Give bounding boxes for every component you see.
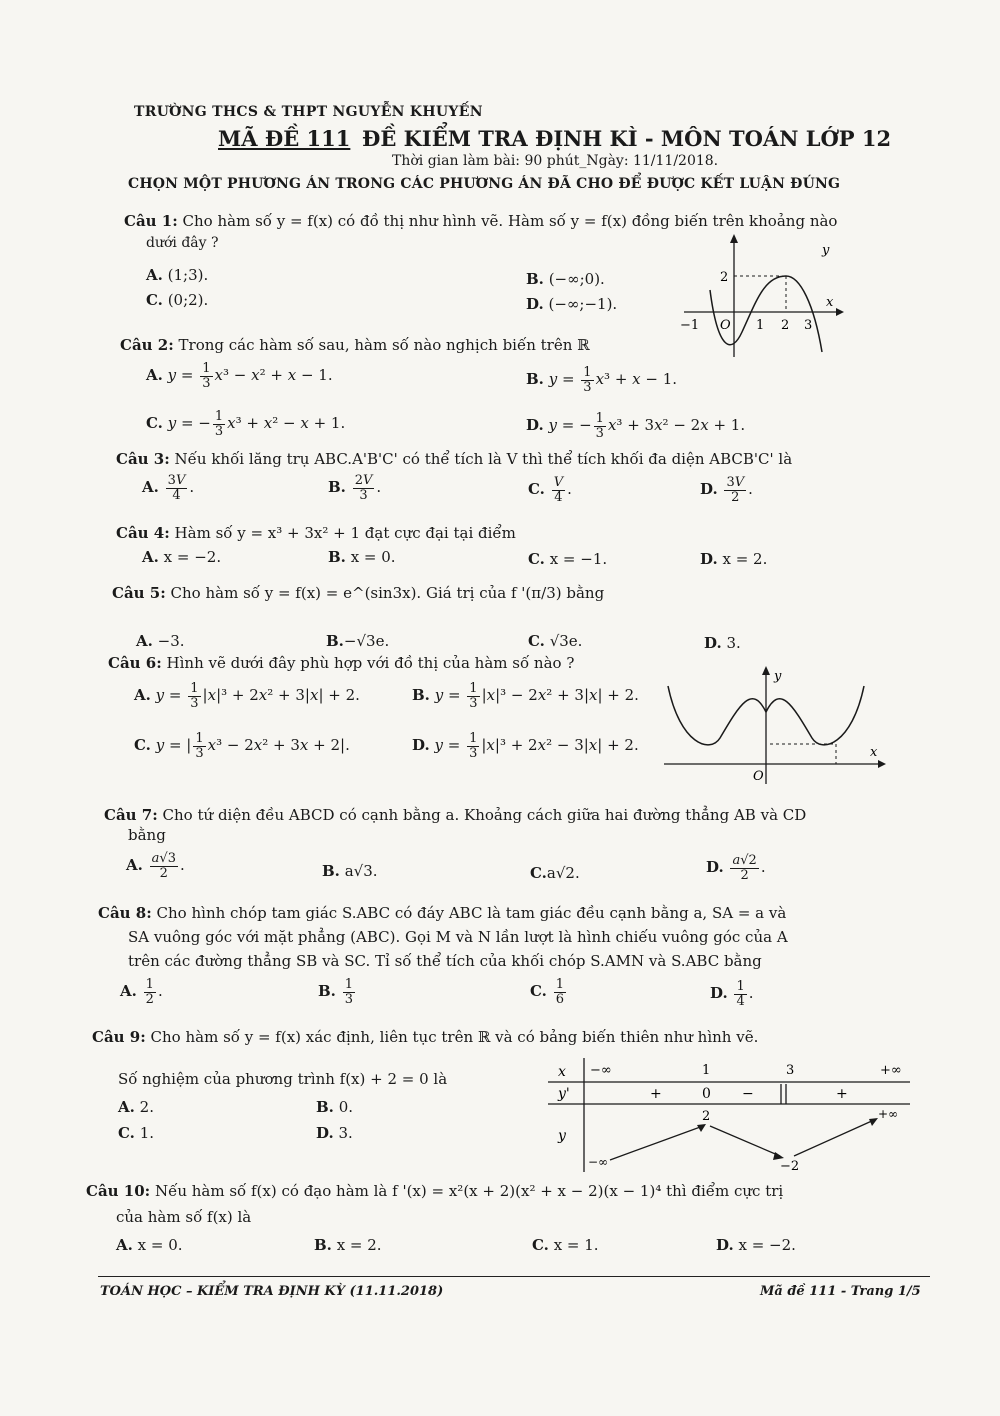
exam-code: MÃ ĐỀ 111 <box>218 126 351 151</box>
q6-option-a[interactable]: A. y = $\frac{1}{3}$ |x|³ + 2x² + 3|x| + 2. <box>134 681 360 711</box>
question-8-line2: SA vuông góc với mặt phẳng (ABC). Gọi M và N lần lượt là hình chiếu vuông góc của A <box>128 928 788 946</box>
question-8 <box>98 904 786 922</box>
q7-option-d[interactable]: D. $\frac{a√2}{2}$ . <box>706 853 766 883</box>
sign-0: + <box>650 1086 662 1102</box>
y-arrow-icon <box>730 234 738 243</box>
row-x-label: x <box>558 1064 566 1080</box>
origin-label: O <box>753 769 764 784</box>
q3-option-d[interactable]: D. $\frac{3V}{2}$ . <box>700 475 753 505</box>
question-label: Câu 5: <box>112 584 166 602</box>
q5-option-d[interactable]: D. 3. <box>704 634 741 652</box>
question-1 <box>124 212 837 230</box>
question-4 <box>116 524 516 542</box>
instruction: CHỌN MỘT PHƯƠNG ÁN TRONG CÁC PHƯƠNG ÁN ĐÃ CHO ĐỂ ĐƯỢC KẾT LUẬN ĐÚNG <box>128 176 841 192</box>
question-label: Câu 3: <box>116 450 170 468</box>
footer-right: Mã đề 111 - Trang 1/5 <box>760 1284 921 1299</box>
y-val-1: 2 <box>702 1109 711 1124</box>
function-curve <box>710 276 822 352</box>
question-6 <box>108 654 574 672</box>
q3-option-a[interactable]: A. $\frac{3V}{4}$ . <box>142 473 195 503</box>
question-label: Câu 6: <box>108 654 162 672</box>
q2-option-c[interactable]: C. y = − $\frac{1}{3}$ x³ + x² − x + 1. <box>146 409 346 439</box>
question-label: Câu 9: <box>92 1028 146 1046</box>
q2-option-d[interactable]: D. y = − $\frac{1}{3}$ x³ + 3x² − 2x + 1. <box>526 411 746 441</box>
q6-option-c[interactable]: C. y = | $\frac{1}{3}$ x³ − 2x² + 3x + 2|. <box>134 731 350 761</box>
q5-option-c[interactable]: C. √3e. <box>528 632 583 650</box>
question-10-line2: của hàm số f(x) là <box>116 1208 252 1226</box>
arrow-down <box>710 1126 780 1156</box>
question-text: Cho tứ diện đều ABCD có cạnh bằng a. Khoảng cách giữa hai đường thẳng AB và CD <box>162 806 807 824</box>
q1-option-d[interactable]: D. (−∞;−1). <box>526 295 618 313</box>
arrow-up-2 <box>794 1120 874 1156</box>
q4-option-b[interactable]: B. x = 0. <box>328 548 396 566</box>
footer-left: TOÁN HỌC – KIỂM TRA ĐỊNH KỲ (11.11.2018) <box>100 1284 444 1299</box>
q9-option-d[interactable]: D. 3. <box>316 1124 353 1142</box>
tick-origin: O <box>720 318 731 333</box>
q2-option-b[interactable]: B. y = $\frac{1}{3}$ x³ + x − 1. <box>526 365 678 395</box>
tick-3: 3 <box>804 318 813 333</box>
question-10 <box>86 1182 783 1200</box>
q9-option-a[interactable]: A. 2. <box>118 1098 154 1116</box>
sign-3: + <box>836 1086 848 1102</box>
q1-option-a[interactable]: A. (1;3). <box>146 266 209 284</box>
q6-option-d[interactable]: D. y = $\frac{1}{3}$ |x|³ + 2x² − 3|x| + 2. <box>412 731 639 761</box>
q10-option-c[interactable]: C. x = 1. <box>532 1236 599 1254</box>
question-label: Câu 2: <box>120 336 174 354</box>
question-7-line2: bằng <box>128 826 166 844</box>
question-text: Cho hàm số y = f(x) có đồ thị như hình vẽ. Hàm số y = f(x) đồng biến trên khoảng nào <box>182 212 838 230</box>
q10-option-b[interactable]: B. x = 2. <box>314 1236 382 1254</box>
question-8-line3: trên các đường thẳng SB và SC. Tỉ số thể tích của khối chóp S.AMN và S.ABC bằng <box>128 952 762 970</box>
x-arrow-icon <box>878 760 886 768</box>
q8-option-c[interactable]: C. $\frac{1}{6}$ <box>530 977 564 1007</box>
q10-option-d[interactable]: D. x = −2. <box>716 1236 796 1254</box>
arrowhead-icon <box>869 1118 878 1126</box>
tick-2x: 2 <box>781 318 790 333</box>
x-label: x <box>826 295 834 310</box>
question-5 <box>112 584 604 602</box>
sign-1: 0 <box>702 1086 711 1102</box>
q3-option-b[interactable]: B. $\frac{2V}{3}$ . <box>328 473 382 503</box>
tick-1: 1 <box>756 318 765 333</box>
footer-rule <box>98 1276 930 1277</box>
y-label: y <box>822 243 830 258</box>
x-label: x <box>870 745 878 760</box>
question-text: Nếu hàm số f(x) có đạo hàm là f '(x) = x²(x + 2)(x² + x − 2)(x − 1)⁴ thì điểm cực trị <box>154 1182 784 1200</box>
x-val-3: +∞ <box>880 1063 902 1078</box>
exam-title: ĐỀ KIỂM TRA ĐỊNH KÌ - MÔN TOÁN LỚP 12 <box>362 126 892 151</box>
question-text: Nếu khối lăng trụ ABC.A'B'C' có thể tích là V thì thể tích khối đa diện ABCB'C' là <box>174 450 793 468</box>
variation-table <box>548 1056 910 1174</box>
y-val-2: −2 <box>780 1159 800 1174</box>
y-val-3: +∞ <box>878 1107 899 1121</box>
q4-option-a[interactable]: A. x = −2. <box>142 548 222 566</box>
q7-option-b[interactable]: B. a√3. <box>322 862 378 880</box>
y-arrow-icon <box>762 666 770 675</box>
row-y-label: y <box>558 1128 566 1144</box>
y-label: y <box>774 669 782 684</box>
q1-option-b[interactable]: B. (−∞;0). <box>526 270 605 288</box>
question-label: Câu 4: <box>116 524 170 542</box>
question-3 <box>116 450 792 468</box>
question-text: Hình vẽ dưới đây phù hợp với đồ thị của hàm số nào ? <box>166 654 575 672</box>
sign-2: − <box>742 1086 754 1102</box>
graph-question-1 <box>676 232 846 362</box>
question-text: Trong các hàm số sau, hàm số nào nghịch biến trên ℝ <box>178 336 590 354</box>
q1-option-c[interactable]: C. (0;2). <box>146 291 209 309</box>
q5-option-b[interactable]: B.−√3e. <box>326 632 390 650</box>
x-arrow-icon <box>836 308 844 316</box>
tick-2: 2 <box>720 270 729 285</box>
question-7 <box>104 806 806 824</box>
q7-option-a[interactable]: A. $\frac{a√3}{2}$ . <box>126 851 185 881</box>
q4-option-d[interactable]: D. x = 2. <box>700 550 768 568</box>
x-val-1: 1 <box>702 1063 711 1078</box>
q8-option-d[interactable]: D. $\frac{1}{4}$ . <box>710 979 754 1009</box>
question-label: Câu 7: <box>104 806 158 824</box>
school-name: TRƯỜNG THCS & THPT NGUYỄN KHUYẾN <box>134 104 483 120</box>
q5-option-a[interactable]: A. −3. <box>136 632 185 650</box>
question-label: Câu 1: <box>124 212 178 230</box>
q9-option-c[interactable]: C. 1. <box>118 1124 154 1142</box>
row-yprime-label: y' <box>558 1086 570 1102</box>
q8-option-b[interactable]: B. $\frac{1}{3}$ <box>318 977 353 1007</box>
question-2 <box>120 336 590 354</box>
question-label: Câu 10: <box>86 1182 151 1200</box>
graph-question-6 <box>660 664 890 788</box>
q2-option-a[interactable]: A. y = $\frac{1}{3}$ x³ − x² + x − 1. <box>146 361 333 391</box>
y-val-0: −∞ <box>588 1155 609 1169</box>
tick-minus-1: −1 <box>680 318 700 333</box>
question-label: Câu 8: <box>98 904 152 922</box>
question-9-line2: Số nghiệm của phương trình f(x) + 2 = 0 là <box>118 1070 448 1088</box>
q6-option-b[interactable]: B. y = $\frac{1}{3}$ |x|³ − 2x² + 3|x| + 2. <box>412 681 639 711</box>
x-val-2: 3 <box>786 1063 795 1078</box>
question-text: Cho hình chóp tam giác S.ABC có đáy ABC là tam giác đều cạnh bằng a, SA = a và <box>156 904 787 922</box>
q7-option-c[interactable]: C.a√2. <box>530 864 580 882</box>
question-1-line2: dưới đây ? <box>146 235 219 251</box>
q9-option-b[interactable]: B. 0. <box>316 1098 353 1116</box>
question-9 <box>92 1028 758 1046</box>
q10-option-a[interactable]: A. x = 0. <box>116 1236 183 1254</box>
time-info: Thời gian làm bài: 90 phút_Ngày: 11/11/2018. <box>392 153 719 169</box>
q8-option-a[interactable]: A. $\frac{1}{2}$ . <box>120 977 163 1007</box>
question-text: Hàm số y = x³ + 3x² + 1 đạt cực đại tại điểm <box>174 524 516 542</box>
x-val-0: −∞ <box>590 1063 612 1078</box>
question-text: Cho hàm số y = f(x) xác định, liên tục trên ℝ và có bảng biến thiên như hình vẽ. <box>150 1028 759 1046</box>
q4-option-c[interactable]: C. x = −1. <box>528 550 608 568</box>
q3-option-c[interactable]: C. $\frac{V}{4}$ . <box>528 475 572 505</box>
question-text: Cho hàm số y = f(x) = e^(sin3x). Giá trị của f '(π/3) bằng <box>170 584 605 602</box>
arrow-up-1 <box>610 1126 703 1160</box>
